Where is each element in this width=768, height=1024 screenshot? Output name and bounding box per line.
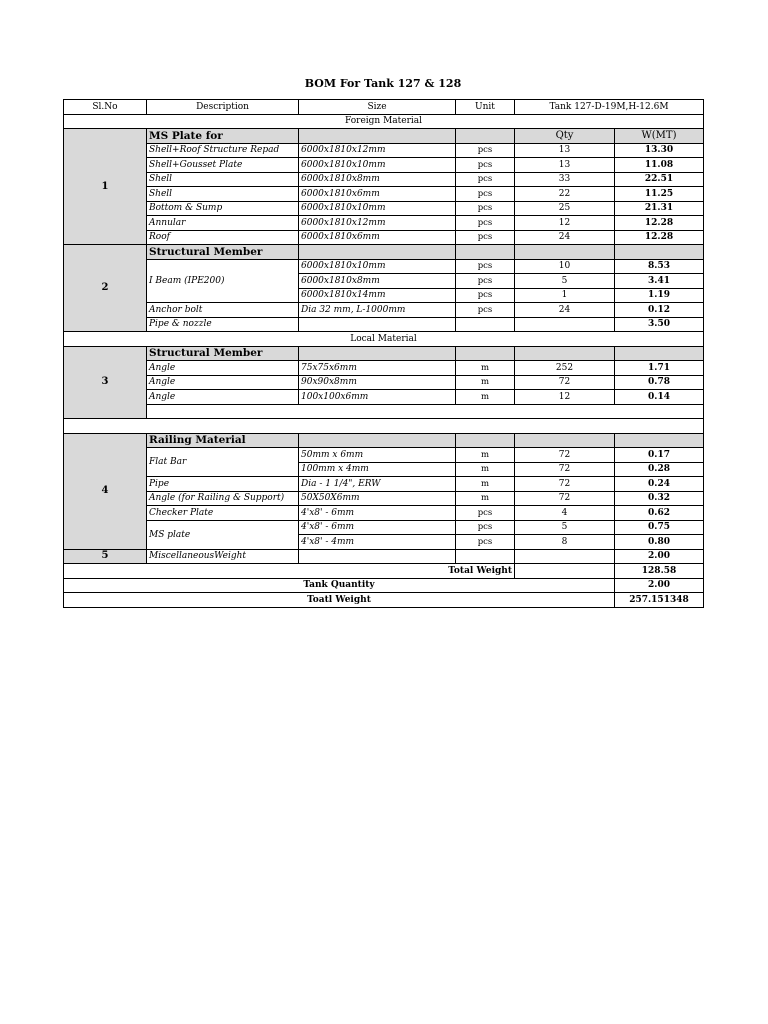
item-unit: pcs	[456, 172, 515, 187]
item-unit: pcs	[456, 535, 515, 550]
spacer-row	[64, 419, 704, 434]
item-weight: 2.00	[615, 549, 704, 564]
item-qty: 8	[515, 535, 615, 550]
header-slno: Sl.No	[64, 100, 147, 115]
item-row	[64, 491, 704, 506]
item-weight: 12.28	[615, 230, 704, 245]
item-row	[64, 448, 704, 463]
item-weight: 11.08	[615, 158, 704, 173]
item-size: 6000x1810x14mm	[299, 288, 456, 303]
item-size: 6000x1810x10mm	[299, 158, 456, 173]
empty-cell	[515, 346, 615, 361]
item-size: 75x75x6mm	[299, 361, 456, 376]
empty-cell	[299, 433, 456, 448]
item-unit: pcs	[456, 259, 515, 274]
item-qty: 72	[515, 375, 615, 390]
item-description: Angle (for Railing & Support)	[147, 491, 299, 506]
misc-row	[64, 549, 704, 564]
item-description: Pipe	[147, 477, 299, 492]
item-size: 4'x8' - 4mm	[299, 535, 456, 550]
header-size: Size	[299, 100, 456, 115]
item-qty: 252	[515, 361, 615, 376]
header-row	[64, 100, 704, 115]
item-weight: 0.78	[615, 375, 704, 390]
item-weight: 0.14	[615, 390, 704, 405]
item-row	[64, 506, 704, 521]
total-weight-label: Total Weight	[64, 564, 515, 579]
item-weight: 12.28	[615, 216, 704, 231]
item-size: 6000x1810x6mm	[299, 230, 456, 245]
item-weight: 22.51	[615, 172, 704, 187]
item-description: Annular	[147, 216, 299, 231]
item-unit: pcs	[456, 158, 515, 173]
qty-header: Qty	[515, 129, 615, 144]
item-unit: m	[456, 448, 515, 463]
item-unit: pcs	[456, 230, 515, 245]
item-row	[64, 187, 704, 202]
foreign-material-row-cell: Foreign Material	[64, 114, 704, 129]
item-description: Pipe & nozzle	[147, 317, 299, 332]
tank-quantity-label: Tank Quantity	[64, 578, 615, 593]
bom-table-body	[64, 100, 704, 608]
grand-total-row	[64, 593, 704, 608]
item-description: Checker Plate	[147, 506, 299, 521]
empty-cell	[456, 346, 515, 361]
item-size: 50X50X6mm	[299, 491, 456, 506]
item-qty: 25	[515, 201, 615, 216]
item-qty: 33	[515, 172, 615, 187]
grand-total-label: Toatl Weight	[64, 593, 615, 608]
local-material-row	[64, 332, 704, 347]
item-weight: 1.19	[615, 288, 704, 303]
item-size: 6000x1810x8mm	[299, 274, 456, 289]
empty-cell	[615, 346, 704, 361]
total-weight-row	[64, 564, 704, 579]
spacer-cell	[147, 404, 704, 419]
empty-cell	[456, 245, 515, 260]
item-size: 90x90x8mm	[299, 375, 456, 390]
serial-number: 1	[64, 129, 147, 245]
item-weight: 0.75	[615, 520, 704, 535]
item-qty: 24	[515, 230, 615, 245]
item-unit: m	[456, 462, 515, 477]
item-unit: pcs	[456, 274, 515, 289]
item-unit: pcs	[456, 520, 515, 535]
item-qty: 72	[515, 491, 615, 506]
item-qty: 72	[515, 477, 615, 492]
item-row	[64, 259, 704, 274]
spacer-row	[64, 404, 704, 419]
item-size: 50mm x 6mm	[299, 448, 456, 463]
header-description: Description	[147, 100, 299, 115]
item-unit	[456, 317, 515, 332]
serial-number: 3	[64, 346, 147, 419]
item-weight: 13.30	[615, 143, 704, 158]
item-row	[64, 390, 704, 405]
item-unit: m	[456, 477, 515, 492]
item-size: 6000x1810x6mm	[299, 187, 456, 202]
item-description: Angle	[147, 375, 299, 390]
item-qty	[515, 317, 615, 332]
item-unit: m	[456, 361, 515, 376]
item-row	[64, 317, 704, 332]
item-unit: pcs	[456, 201, 515, 216]
item-weight: 3.50	[615, 317, 704, 332]
item-qty: 72	[515, 448, 615, 463]
item-size: 6000x1810x12mm	[299, 216, 456, 231]
item-row	[64, 477, 704, 492]
tank-quantity-value: 2.00	[615, 578, 704, 593]
item-unit: pcs	[456, 143, 515, 158]
item-unit: m	[456, 390, 515, 405]
empty-cell	[515, 549, 615, 564]
item-unit: pcs	[456, 288, 515, 303]
empty-cell	[456, 549, 515, 564]
serial-number: 2	[64, 245, 147, 332]
item-description: Angle	[147, 390, 299, 405]
item-weight: 21.31	[615, 201, 704, 216]
empty-cell	[515, 433, 615, 448]
item-unit: pcs	[456, 187, 515, 202]
item-size: Dia 32 mm, L-1000mm	[299, 303, 456, 318]
item-weight: 0.12	[615, 303, 704, 318]
item-row	[64, 172, 704, 187]
item-weight: 0.62	[615, 506, 704, 521]
grand-total-value: 257.151348	[615, 593, 704, 608]
item-qty: 1	[515, 288, 615, 303]
empty-cell	[456, 433, 515, 448]
empty-cell	[615, 433, 704, 448]
item-qty: 5	[515, 274, 615, 289]
item-qty: 10	[515, 259, 615, 274]
item-row	[64, 158, 704, 173]
item-row	[64, 520, 704, 535]
foreign-material-row	[64, 114, 704, 129]
group-row	[64, 245, 704, 260]
spacer-cell	[64, 419, 704, 434]
document-title: BOM For Tank 127 & 128	[304, 77, 462, 90]
item-weight: 1.71	[615, 361, 704, 376]
empty-cell	[299, 346, 456, 361]
item-weight: 0.80	[615, 535, 704, 550]
item-size: 6000x1810x8mm	[299, 172, 456, 187]
item-qty: 12	[515, 390, 615, 405]
item-unit: pcs	[456, 303, 515, 318]
item-size: Dia - 1 1/4", ERW	[299, 477, 456, 492]
item-weight: 11.25	[615, 187, 704, 202]
item-size: 6000x1810x10mm	[299, 201, 456, 216]
local-material-row-cell: Local Material	[64, 332, 704, 347]
item-unit: pcs	[456, 216, 515, 231]
item-row	[64, 361, 704, 376]
item-weight: 8.53	[615, 259, 704, 274]
header-unit: Unit	[456, 100, 515, 115]
weight-header: W(MT)	[615, 129, 704, 144]
item-size	[299, 317, 456, 332]
item-qty: 72	[515, 462, 615, 477]
total-weight-value: 128.58	[615, 564, 704, 579]
item-unit: m	[456, 375, 515, 390]
item-description: Shell+Roof Structure Repad	[147, 143, 299, 158]
item-qty: 24	[515, 303, 615, 318]
item-unit: pcs	[456, 506, 515, 521]
serial-number: 5	[64, 549, 147, 564]
item-description: Flat Bar	[147, 448, 299, 477]
item-size: 6000x1810x12mm	[299, 143, 456, 158]
empty-cell	[299, 549, 456, 564]
item-weight: 3.41	[615, 274, 704, 289]
empty-cell	[515, 245, 615, 260]
item-size: 100mm x 4mm	[299, 462, 456, 477]
group-row	[64, 433, 704, 448]
item-description: Anchor bolt	[147, 303, 299, 318]
empty-cell	[299, 245, 456, 260]
item-qty: 22	[515, 187, 615, 202]
item-size: 6000x1810x10mm	[299, 259, 456, 274]
group-title: Structural Member	[147, 346, 299, 361]
item-weight: 0.28	[615, 462, 704, 477]
item-qty: 12	[515, 216, 615, 231]
group-title: Structural Member	[147, 245, 299, 260]
header-tank: Tank 127-D-19M,H-12.6M	[515, 100, 704, 115]
item-description: Bottom & Sump	[147, 201, 299, 216]
item-size: 4'x8' - 6mm	[299, 520, 456, 535]
item-qty: 4	[515, 506, 615, 521]
item-size: 100x100x6mm	[299, 390, 456, 405]
group-title: Railing Material	[147, 433, 299, 448]
item-description: Shell	[147, 172, 299, 187]
item-row	[64, 303, 704, 318]
item-description: Shell	[147, 187, 299, 202]
tank-quantity-row	[64, 578, 704, 593]
empty-cell	[299, 129, 456, 144]
item-size: 4'x8' - 6mm	[299, 506, 456, 521]
empty-cell	[515, 564, 615, 579]
item-row	[64, 201, 704, 216]
bom-table	[63, 99, 704, 608]
item-qty: 13	[515, 158, 615, 173]
item-qty: 13	[515, 143, 615, 158]
empty-cell	[615, 245, 704, 260]
item-description: MiscellaneousWeight	[147, 549, 299, 564]
item-row	[64, 230, 704, 245]
group-row	[64, 129, 704, 144]
item-row	[64, 216, 704, 231]
item-qty: 5	[515, 520, 615, 535]
item-description: Shell+Gousset Plate	[147, 158, 299, 173]
item-weight: 0.32	[615, 491, 704, 506]
group-row	[64, 346, 704, 361]
item-unit: m	[456, 491, 515, 506]
empty-cell	[456, 129, 515, 144]
item-description: I Beam (IPE200)	[147, 259, 299, 303]
item-weight: 0.17	[615, 448, 704, 463]
item-description: Angle	[147, 361, 299, 376]
item-description: Roof	[147, 230, 299, 245]
item-weight: 0.24	[615, 477, 704, 492]
serial-number: 4	[64, 433, 147, 549]
item-row	[64, 375, 704, 390]
group-title: MS Plate for	[147, 129, 299, 144]
item-row	[64, 143, 704, 158]
item-description: MS plate	[147, 520, 299, 549]
